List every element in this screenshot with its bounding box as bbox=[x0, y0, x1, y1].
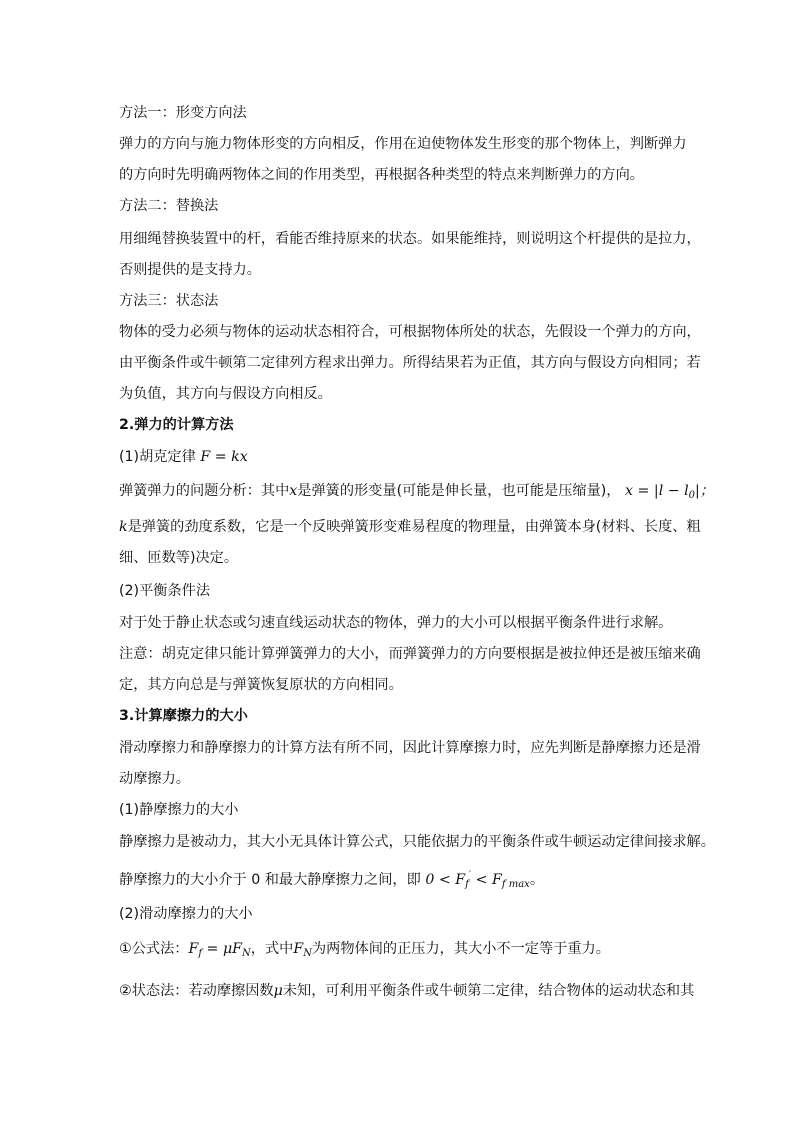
hooke-law-line: (1)胡克定律 F = kx bbox=[119, 449, 248, 465]
method3-text-line3: 为负值，其方向与假设方向相反。 bbox=[119, 386, 332, 402]
balance-method-label: (2)平衡条件法 bbox=[119, 583, 211, 599]
sliding-friction-formula: $F_f = \mu F_N$ bbox=[188, 941, 251, 959]
method3-heading: 方法三：状态法 bbox=[119, 293, 219, 309]
note-text-line1: 注意：胡克定律只能计算弹簧弹力的大小，而弹簧弹力的方向要根据是被拉伸还是被压缩来确 bbox=[119, 646, 701, 662]
static-friction-text: 静摩擦力是被动力，其大小无具体计算公式，只能依据力的平衡条件或牛顿运动定律间接求解。 bbox=[119, 834, 715, 850]
static-friction-range-formula: $0 < F_f' < F_{f max}$ bbox=[425, 870, 530, 890]
friction-intro-line2: 动摩擦力。 bbox=[119, 771, 190, 787]
section3-heading: 3.计算摩擦力的大小 bbox=[119, 708, 248, 724]
method1-heading: 方法一：形变方向法 bbox=[119, 105, 247, 121]
friction-intro-line1: 滑动摩擦力和静摩擦力的计算方法有所不同，因此计算摩擦力时，应先判断是静摩擦力还是滑 bbox=[119, 740, 701, 756]
spring-analysis-line: 弹簧弹力的问题分析：其中x是弹簧的形变量(可能是伸长量，也可能是压缩量)， $x = |l - l_0|$； bbox=[119, 483, 715, 501]
method1-text-line2: 的方向时先明确两物体之间的作用类型，再根据各种类型的特点来判断弹力的方向。 bbox=[119, 167, 644, 183]
spring-deformation-formula: $x = |l - l_0|$； bbox=[625, 483, 715, 501]
sliding-friction-label: (2)滑动摩擦力的大小 bbox=[119, 906, 253, 922]
method2-text-line2: 否则提供的是支持力。 bbox=[119, 262, 261, 278]
method3-text-line2: 由平衡条件或牛顿第二定律列方程求出弹力。所得结果若为正值，其方向与假设方向相同；若 bbox=[119, 355, 701, 371]
static-friction-label: (1)静摩擦力的大小 bbox=[119, 802, 239, 818]
balance-method-text: 对于处于静止状态或匀速直线运动状态的物体，弹力的大小可以根据平衡条件进行求解。 bbox=[119, 615, 673, 631]
static-friction-range-line: 静摩擦力的大小介于 0 和最大静摩擦力之间，即 $0 < F_f' < F_{f max}$。 bbox=[119, 870, 545, 890]
method1-text-line1: 弹力的方向与施力物体形变的方向相反，作用在迫使物体发生形变的那个物体上，判断弹力 bbox=[119, 136, 687, 152]
stiffness-text-line2: 细、匝数等)决定。 bbox=[119, 550, 239, 566]
state-method-line: ②状态法：若动摩擦因数μ未知，可利用平衡条件或牛顿第二定律，结合物体的运动状态和其 bbox=[119, 983, 695, 999]
note-text-line2: 定，其方向总是与弹簧恢复原状的方向相同。 bbox=[119, 677, 403, 693]
method2-text-line1: 用细绳替换装置中的杆，看能否维持原来的状态。如果能维持，则说明这个杆提供的是拉力， bbox=[119, 231, 701, 247]
section2-heading: 2.弹力的计算方法 bbox=[119, 417, 234, 433]
method2-heading: 方法二：替换法 bbox=[119, 198, 219, 214]
method3-text-line1: 物体的受力必须与物体的运动状态相符合，可根据物体所处的状态，先假设一个弹力的方向， bbox=[119, 324, 701, 340]
formula-method-line: ①公式法：$F_f = \mu F_N$，式中$F_N$为两物体间的正压力，其大小不一定等于重力。 bbox=[119, 941, 610, 959]
hooke-formula: F = kx bbox=[200, 449, 248, 465]
stiffness-text-line1: k是弹簧的劲度系数，它是一个反映弹簧形变难易程度的物理量，由弹簧本身(材料、长度、粗 bbox=[119, 519, 701, 535]
